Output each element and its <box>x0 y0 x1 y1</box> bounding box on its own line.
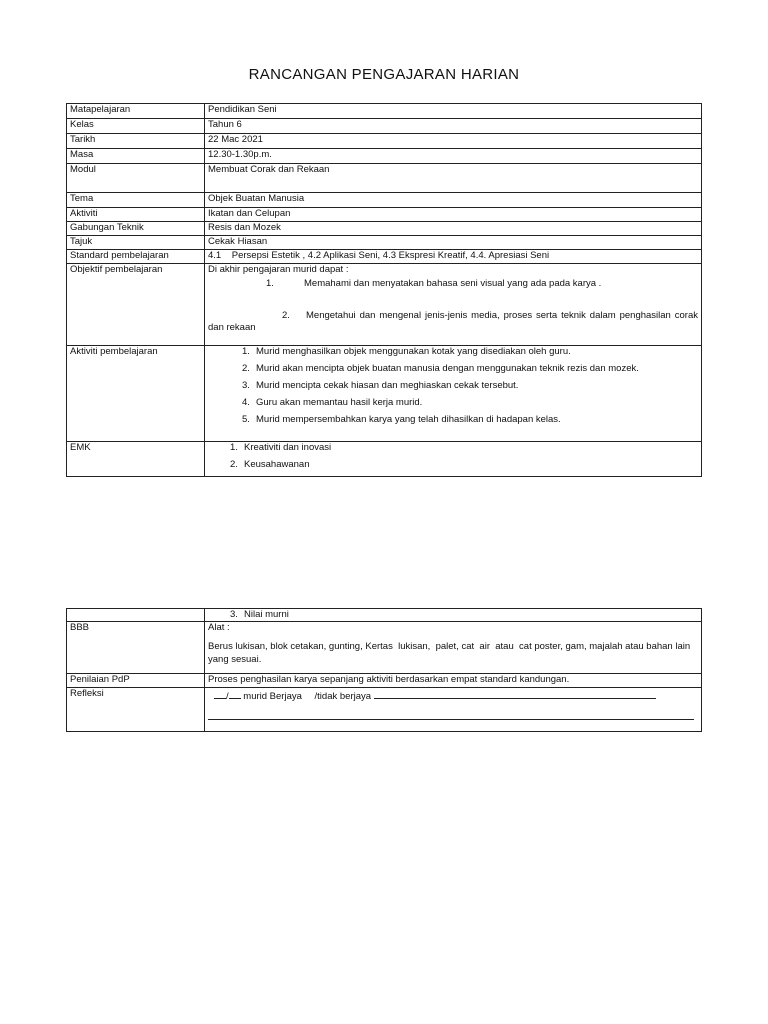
list-item-number: 5. <box>242 414 250 425</box>
emk-list <box>208 442 698 476</box>
row-aktiviti-pembelajaran <box>67 346 702 442</box>
bbb-heading: Alat : <box>208 622 230 633</box>
value-bbb <box>205 622 702 674</box>
list-item <box>208 459 698 476</box>
value-emk-continued <box>205 609 702 622</box>
row-refleksi <box>67 688 702 732</box>
refleksi-tidak-berjaya: /tidak berjaya <box>314 691 372 702</box>
row-aktiviti <box>67 208 702 222</box>
objektif-item <box>208 306 698 334</box>
value-penilaian: Proses penghasilan karya sepanjang aktiviti berdasarkan empat standard kandungan. <box>205 674 702 688</box>
row-objektif <box>67 264 702 346</box>
label-objektif: Objektif pembelajaran <box>67 264 205 346</box>
list-item-text: Keusahawanan <box>244 459 310 470</box>
row-kelas <box>67 119 702 134</box>
page-title: RANCANGAN PENGAJARAN HARIAN <box>248 66 520 83</box>
objektif-item-text: Memahami dan menyatakan bahasa seni visual yang ada pada karya . <box>304 278 602 289</box>
label-emk-continued <box>67 609 205 622</box>
label-gabungan-teknik: Gabungan Teknik <box>67 222 205 236</box>
label-emk: EMK <box>67 442 205 477</box>
label-tajuk: Tajuk <box>67 236 205 250</box>
objektif-item-text: Mengetahui dan mengenal jenis-jenis media, proses serta teknik dalam penghasilan corak dan rekaan <box>208 310 698 333</box>
value-aktiviti: Ikatan dan Celupan <box>205 208 702 222</box>
value-tema: Objek Buatan Manusia <box>205 193 702 208</box>
label-bbb: BBB <box>67 622 205 674</box>
refleksi-berjaya: murid Berjaya <box>243 691 302 702</box>
row-tarikh <box>67 134 702 149</box>
row-emk-continued <box>67 609 702 622</box>
list-item-number: 2. <box>242 363 250 374</box>
value-tarikh: 22 Mac 2021 <box>205 134 702 149</box>
list-item-text: Murid akan mencipta objek buatan manusia dengan menggunakan teknik rezis dan mozek. <box>256 363 639 374</box>
list-item-text: Kreativiti dan inovasi <box>244 442 332 453</box>
refleksi-blank <box>374 688 656 699</box>
label-tema: Tema <box>67 193 205 208</box>
value-tajuk: Cekak Hiasan <box>205 236 702 250</box>
list-item <box>208 363 698 380</box>
refleksi-slash: / <box>226 691 229 702</box>
label-masa: Masa <box>67 149 205 164</box>
list-item-number: 3. <box>230 609 238 620</box>
value-modul: Membuat Corak dan Rekaan <box>205 164 702 193</box>
list-item-text: Nilai murni <box>244 609 289 620</box>
value-emk <box>205 442 702 477</box>
label-matapelajaran: Matapelajaran <box>67 104 205 119</box>
row-tema <box>67 193 702 208</box>
label-aktiviti: Aktiviti <box>67 208 205 222</box>
list-item <box>208 346 698 363</box>
list-item-number: 4. <box>242 397 250 408</box>
refleksi-blank <box>208 709 694 720</box>
value-matapelajaran: Pendidikan Seni <box>205 104 702 119</box>
objektif-intro: Di akhir pengajaran murid dapat : <box>208 264 349 275</box>
lesson-plan-table-continued <box>66 608 702 732</box>
lesson-plan-table <box>66 103 702 477</box>
list-item-text: Guru akan memantau hasil kerja murid. <box>256 397 423 408</box>
label-penilaian: Penilaian PdP <box>67 674 205 688</box>
refleksi-blank <box>229 688 241 699</box>
list-item <box>208 442 698 459</box>
row-standard <box>67 250 702 264</box>
row-gabungan-teknik <box>67 222 702 236</box>
objektif-item-number: 1. <box>266 278 274 289</box>
label-standard: Standard pembelajaran <box>67 250 205 264</box>
bbb-text: Berus lukisan, blok cetakan, gunting, Kertas lukisan, palet, cat air atau cat poster, gam, majalah atau bahan lain yang sesuai. <box>208 641 696 665</box>
row-tajuk <box>67 236 702 250</box>
row-matapelajaran <box>67 104 702 119</box>
refleksi-blank <box>214 688 226 699</box>
value-kelas: Tahun 6 <box>205 119 702 134</box>
label-aktiviti-pembelajaran: Aktiviti pembelajaran <box>67 346 205 442</box>
row-bbb <box>67 622 702 674</box>
list-item-number: 2. <box>230 459 238 470</box>
list-item <box>208 380 698 397</box>
list-item <box>208 414 698 431</box>
row-penilaian <box>67 674 702 688</box>
value-masa: 12.30-1.30p.m. <box>205 149 702 164</box>
list-item-number: 1. <box>230 442 238 453</box>
value-refleksi <box>205 688 702 732</box>
value-gabungan-teknik: Resis dan Mozek <box>205 222 702 236</box>
list-item <box>208 609 698 621</box>
label-tarikh: Tarikh <box>67 134 205 149</box>
row-modul <box>67 164 702 193</box>
value-standard: 4.1 Persepsi Estetik , 4.2 Aplikasi Seni, 4.3 Ekspresi Kreatif, 4.4. Apresiasi Seni <box>205 250 702 264</box>
label-modul: Modul <box>67 164 205 193</box>
refleksi-line-2 <box>208 703 698 720</box>
list-item-text: Murid mempersembahkan karya yang telah dihasilkan di hadapan kelas. <box>256 414 561 425</box>
row-masa <box>67 149 702 164</box>
objektif-item-number: 2. <box>282 310 290 321</box>
list-item-number: 1. <box>242 346 250 357</box>
list-item-number: 3. <box>242 380 250 391</box>
list-item-text: Murid menghasilkan objek menggunakan kotak yang disediakan oleh guru. <box>256 346 571 357</box>
refleksi-line <box>208 688 698 703</box>
list-item-text: Murid mencipta cekak hiasan dan meghiaskan cekak tersebut. <box>256 380 519 391</box>
label-refleksi: Refleksi <box>67 688 205 732</box>
row-emk <box>67 442 702 477</box>
value-aktiviti-pembelajaran <box>205 346 702 442</box>
aktiviti-list <box>208 346 698 431</box>
value-objektif <box>205 264 702 346</box>
label-kelas: Kelas <box>67 119 205 134</box>
list-item <box>208 397 698 414</box>
emk-list-continued <box>208 609 698 621</box>
objektif-item <box>208 276 698 306</box>
